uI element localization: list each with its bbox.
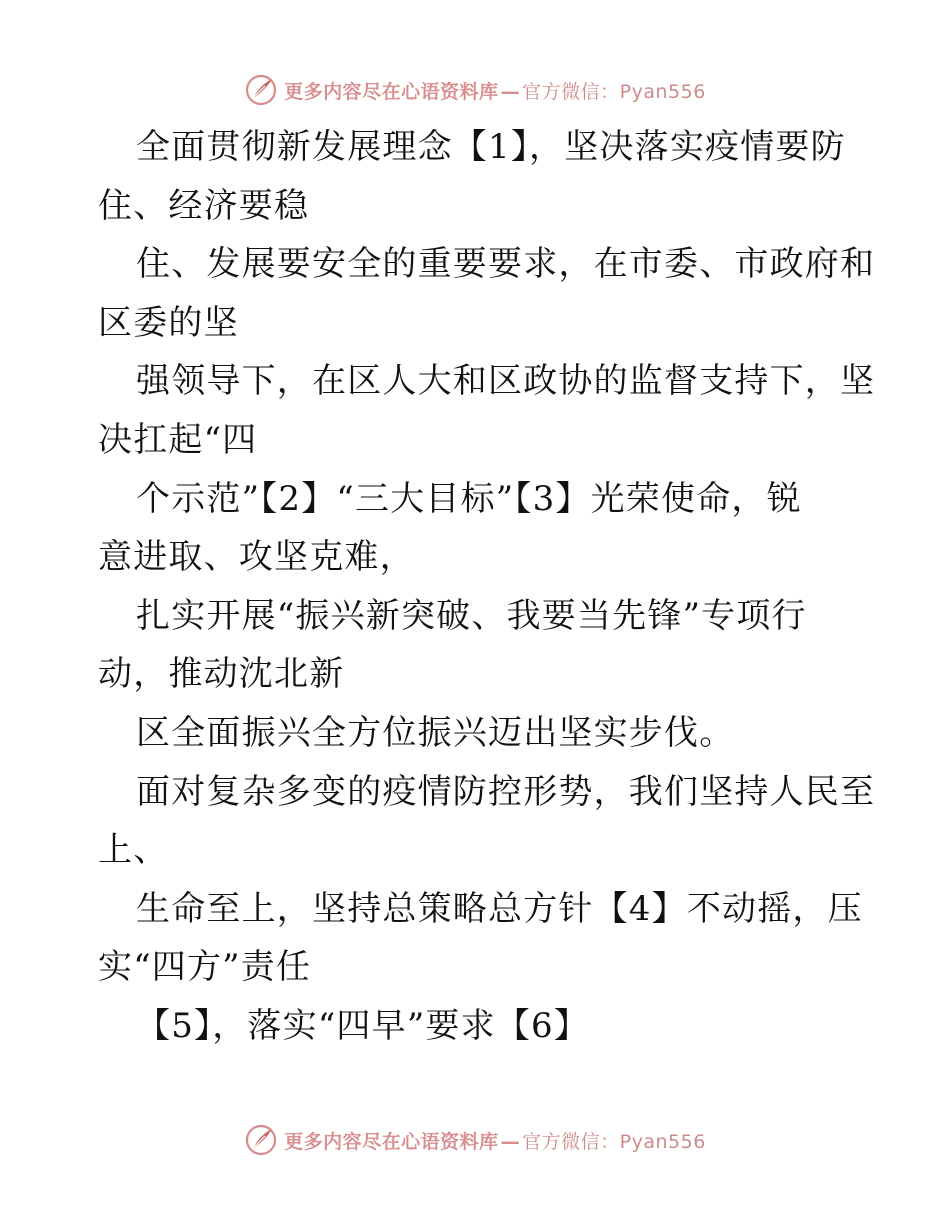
paragraph-line: 上、 [98,830,169,871]
paragraph-line: 住、发展要安全的重要要求，在市委、市政府和 [136,244,876,285]
paragraph-line: 强领导下，在区人大和区政协的监督支持下，坚 [136,361,876,402]
paragraph-line: 动，推动沈北新 [98,654,345,695]
header-contact: 官方微信：Pyan556 [522,80,706,103]
footer-banner-text: 更多内容尽在心语资料库 — 官方微信：Pyan556 [284,1130,706,1153]
footer-contact: 官方微信：Pyan556 [522,1130,706,1153]
feather-pen-circle-icon [244,73,278,107]
paragraph-line: 面对复杂多变的疫情防控形势，我们坚持人民至 [136,771,876,812]
feather-pen-circle-icon [244,1123,278,1157]
paragraph-line: 区委的坚 [98,302,239,343]
paragraph-line: 扎实开展“振兴新突破、我要当先锋”专项行 [136,595,807,636]
paragraph-line: 个示范”【2】“三大目标”【3】光荣使命，锐 [136,478,802,519]
paragraph-line: 意进取、攻坚克难， [98,537,415,578]
paragraph-line: 住、经济要稳 [98,185,310,226]
paragraph-line: 实“四方”责任 [98,947,312,988]
paragraph-line: 区全面振兴全方位振兴迈出坚实步伐。 [136,712,735,753]
paragraph-line: 【5】，落实“四早”要求【6】 [136,1005,590,1046]
paragraph-line: 生命至上，坚持总策略总方针【4】不动摇，压 [136,888,863,929]
header-banner [0,70,950,110]
footer-banner [0,1120,950,1160]
paragraph-line: 全面贯彻新发展理念【1】，坚决落实疫情要防 [136,127,846,167]
paragraph-line: 决扛起“四 [98,419,258,460]
header-banner-text: 更多内容尽在心语资料库 — 官方微信：Pyan556 [284,80,706,103]
document-body [98,118,876,1056]
